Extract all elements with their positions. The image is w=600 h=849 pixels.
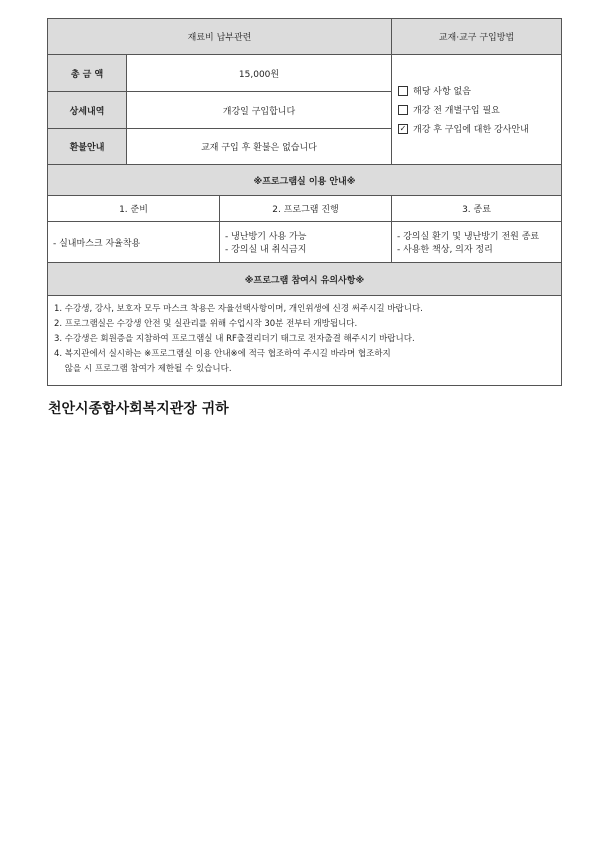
material-section-header: [391, 18, 562, 55]
note-item: 2. 프로그램실은 수강생 안전 및 실관리를 위해 수업시작 30분 전부터 개방됩니다.: [54, 319, 358, 329]
step-progress-detail-cell: [219, 221, 392, 263]
step-progress: 2. 프로그램 진행: [272, 205, 339, 215]
note-item: 4. 복지관에서 실시하는 ※프로그램실 이용 안내※에 적극 협조하여 주시길 바라며 협조하지: [54, 349, 391, 359]
total-label: 총 금 액: [70, 69, 104, 80]
program-guide-header: [47, 164, 562, 196]
step-prepare-detail-cell: [47, 221, 220, 263]
refund-label-cell: [47, 128, 127, 165]
detail-value-cell: [126, 91, 392, 129]
notes-header: [47, 262, 562, 296]
finish-detail-1: - 강의실 환기 및 냉난방기 전원 종료: [397, 232, 540, 242]
step-finish-detail-cell: [391, 221, 562, 263]
step-progress-cell: [219, 195, 392, 222]
refund-label: 환불안내: [69, 143, 105, 153]
notes-body: [47, 295, 562, 386]
detail-label: 상세내역: [69, 106, 105, 117]
note-item: 1. 수강생, 강사, 보호자 모두 마스크 착용은 자율선택사항이며, 개인위생에 신경 써주시길 바랍니다.: [54, 304, 423, 314]
step-prepare: 1. 준비: [119, 205, 148, 215]
checkbox-checked-icon[interactable]: ✓: [399, 123, 407, 133]
refund-value-cell: [126, 128, 392, 165]
fee-section-header: [47, 18, 392, 55]
option-after-course[interactable]: [398, 122, 529, 135]
option-none[interactable]: [398, 84, 471, 97]
step-finish: 3. 종료: [462, 205, 491, 215]
checkbox-empty-icon[interactable]: [398, 86, 408, 96]
material-section-title: 교재·교구 구입방법: [438, 33, 515, 43]
detail-value: 개강일 구입합니다: [222, 106, 296, 117]
progress-detail-1: - 냉난방기 사용 가능: [225, 232, 307, 242]
progress-detail-2: - 강의실 내 취식금지: [225, 245, 307, 255]
checkbox-empty-icon[interactable]: [398, 105, 408, 115]
option-none-label: 해당 사항 없음: [413, 87, 471, 97]
total-value: 15,000원: [238, 69, 280, 80]
refund-value: 교재 구입 후 환불은 없습니다: [201, 143, 317, 153]
material-options-cell: [391, 54, 562, 165]
total-value-cell: [126, 54, 392, 92]
note-item: 3. 수강생은 회원증을 지참하여 프로그램실 내 RF출결리더기 태그로 전자출결 해주시기 바랍니다.: [54, 334, 415, 344]
recipient-signature: 천안시종합사회복지관장 귀하: [48, 401, 229, 417]
option-before-course[interactable]: [398, 103, 500, 116]
notes-list: [48, 296, 561, 377]
note-item: 않을 시 프로그램 참여가 제한될 수 있습니다.: [54, 364, 232, 374]
notes-title: ※프로그램 참여시 유의사항※: [244, 275, 365, 286]
detail-label-cell: [47, 91, 127, 129]
option-after-course-label: 개강 후 구입에 대한 강사안내: [413, 125, 529, 135]
fee-section-title: 재료비 납부관련: [187, 33, 252, 43]
step-finish-cell: [391, 195, 562, 222]
total-label-cell: [47, 54, 127, 92]
program-guide-title: ※프로그램실 이용 안내※: [253, 176, 356, 187]
step-prepare-cell: [47, 195, 220, 222]
option-before-course-label: 개강 전 개별구입 필요: [413, 106, 500, 116]
finish-detail-2: - 사용한 책상, 의자 정리: [397, 245, 493, 255]
prepare-detail-1: - 실내마스크 자율착용: [53, 238, 141, 249]
